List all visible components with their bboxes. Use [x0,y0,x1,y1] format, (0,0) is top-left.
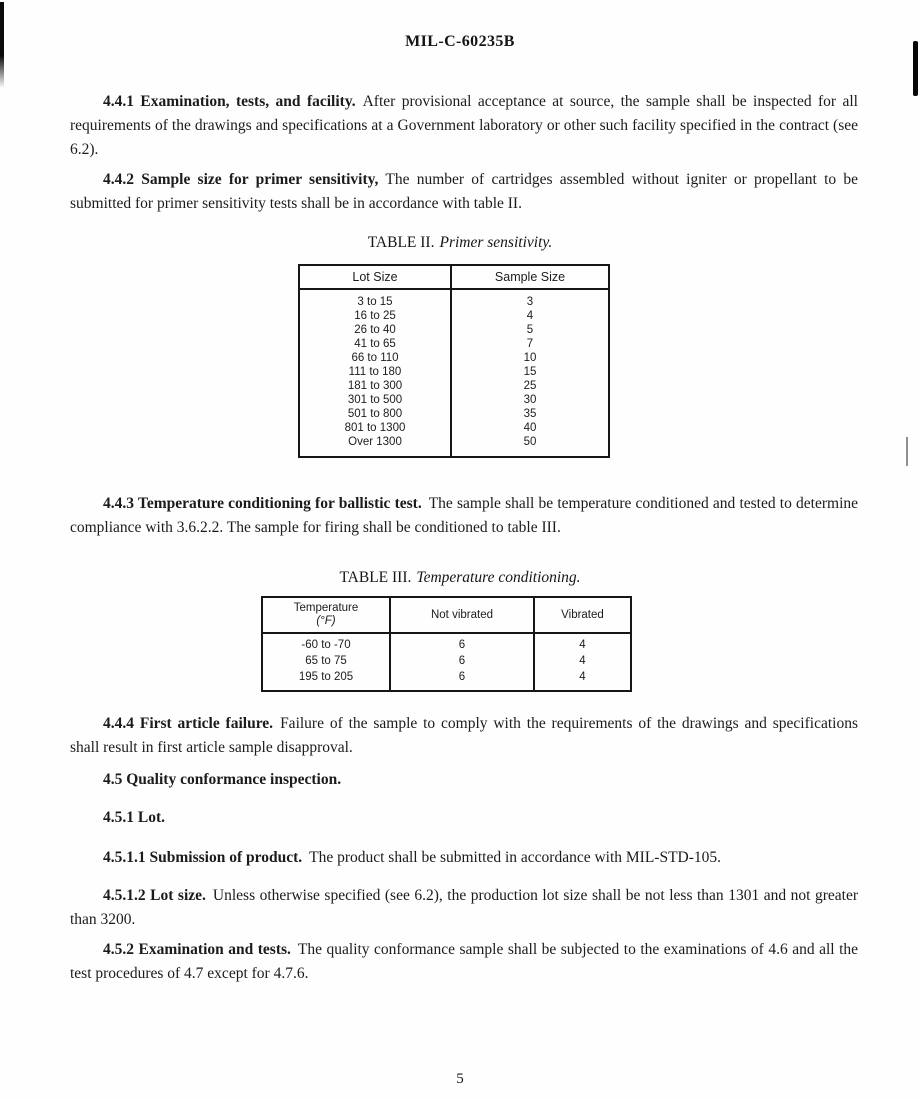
paragraph-4-5-2 [70,938,858,986]
table-cell: 6 [458,639,466,651]
table2-caption [0,234,920,252]
table3-caption-title: Temperature conditioning. [416,569,581,586]
table-cell: 3 [526,296,534,308]
table-cell: 50 [523,436,537,448]
paragraph-4-5-1 [70,806,858,830]
paragraph-4-4-1 [70,90,858,162]
section-heading: 4.5.1.2 Lot size. [103,887,206,904]
paragraph-4-5-1-2 [70,884,858,932]
table-cell: 35 [523,408,537,420]
table-cell: 4 [579,671,586,683]
table-cell: 7 [526,338,534,350]
page-number: 5 [456,1071,464,1087]
table3-vibrated-column [535,634,630,690]
table3-header-not-vibrated-label: Not vibrated [430,608,493,621]
scan-artifact-right-middle [906,437,908,466]
table2-lot-size-column [300,290,452,456]
table2-header-lot-size: Lot Size [300,266,452,288]
table-cell: 5 [526,324,534,336]
table3-body [263,634,630,690]
table3-header-temperature-unit: (°F) [316,615,336,627]
table2-caption-label: TABLE II. [367,234,435,251]
table-cell: 301 to 500 [347,394,403,406]
table3-caption-label: TABLE III. [339,569,412,586]
paragraph-4-4-2 [70,168,858,216]
table-cell: 16 to 25 [354,310,396,322]
section-body: The product shall be submitted in accordance with MIL-STD-105. [309,849,722,866]
table-cell: Over 1300 [348,436,402,448]
table3-header-not-vibrated [391,598,535,632]
paragraph-4-4-3 [70,492,858,540]
section-heading: 4.5.2 Examination and tests. [103,941,291,958]
table3-header-row [263,598,630,634]
section-heading: 4.5.1.1 Submission of product. [103,849,303,866]
table-cell: 65 to 75 [305,655,347,667]
table3-header-vibrated [535,598,630,632]
table-primer-sensitivity [298,264,610,458]
table-cell: -60 to -70 [301,639,351,651]
table-cell: 40 [523,422,537,434]
table-cell: 4 [526,310,534,322]
table2-sample-size-column [452,290,608,456]
table-cell: 501 to 800 [347,408,403,420]
table-temperature-conditioning [261,596,632,692]
table-cell: 10 [523,352,537,364]
section-body: The sample shall be temperature conditioned and tested to determine compliance with 3.6.2.2. The sample for firing shall be conditioned to table III. [70,495,859,536]
section-body: After provisional acceptance at source, the sample shall be inspected for all requirements of the drawings and specifications at a Government laboratory or other such facility specified in the contract (see 6.2). [70,93,858,158]
section-body: The quality conformance sample shall be subjected to the examinations of 4.6 and all the test procedures of 4.7 except for 4.7.6. [70,941,859,982]
table-cell: 181 to 300 [347,380,403,392]
table3-not-vibrated-column [391,634,535,690]
section-heading: 4.4.4 First article failure. [103,715,274,732]
section-heading: 4.4.2 Sample size for primer sensitivity, [103,171,379,188]
section-heading: 4.5 Quality conformance inspection. [103,771,342,788]
table3-caption [0,569,920,587]
section-heading: 4.4.1 Examination, tests, and facility. [103,93,356,110]
table-cell: 801 to 1300 [344,422,406,434]
table-cell: 6 [458,655,466,667]
table-cell: 41 to 65 [354,338,396,350]
table-cell: 30 [523,394,537,406]
table2-header-sample-size: Sample Size [494,270,566,284]
document-id-header: MIL-C-60235B [405,33,515,50]
paragraph-4-4-4 [70,712,858,760]
section-body: Unless otherwise specified (see 6.2), the production lot size shall be not less than 1301 and not greater than 3200. [70,887,858,928]
table-cell: 4 [579,655,586,667]
table-cell: 4 [579,639,586,651]
table-cell: 195 to 205 [298,671,354,683]
section-heading: 4.5.1 Lot. [103,809,165,826]
paragraph-4-5-1-1 [70,846,858,870]
table3-header-vibrated-label: Vibrated [561,608,604,621]
table-cell: 66 to 110 [351,352,399,364]
table-cell: 3 to 15 [357,296,393,308]
table-cell: 15 [523,366,537,378]
table2-body [300,290,608,456]
table-cell: 6 [458,671,466,683]
section-heading: 4.4.3 Temperature conditioning for ballistic test. [103,495,422,512]
section-body: Failure of the sample to comply with the requirements of the drawings and specifications shall result in first article sample disapproval. [70,715,858,756]
table-cell: 26 to 40 [354,324,396,336]
table2-caption-title: Primer sensitivity. [439,234,553,251]
table3-header-temperature [263,598,391,632]
table-cell: 25 [523,380,537,392]
table3-temperature-column [263,634,391,690]
table2-header-row [300,266,608,290]
paragraph-4-5 [70,768,858,792]
table3-header-temperature-label: Temperature [293,602,359,614]
section-body: The number of cartridges assembled without igniter or propellant to be submitted for primer sensitivity tests shall be in accordance with table II. [70,171,858,212]
table-cell: 111 to 180 [348,366,402,378]
